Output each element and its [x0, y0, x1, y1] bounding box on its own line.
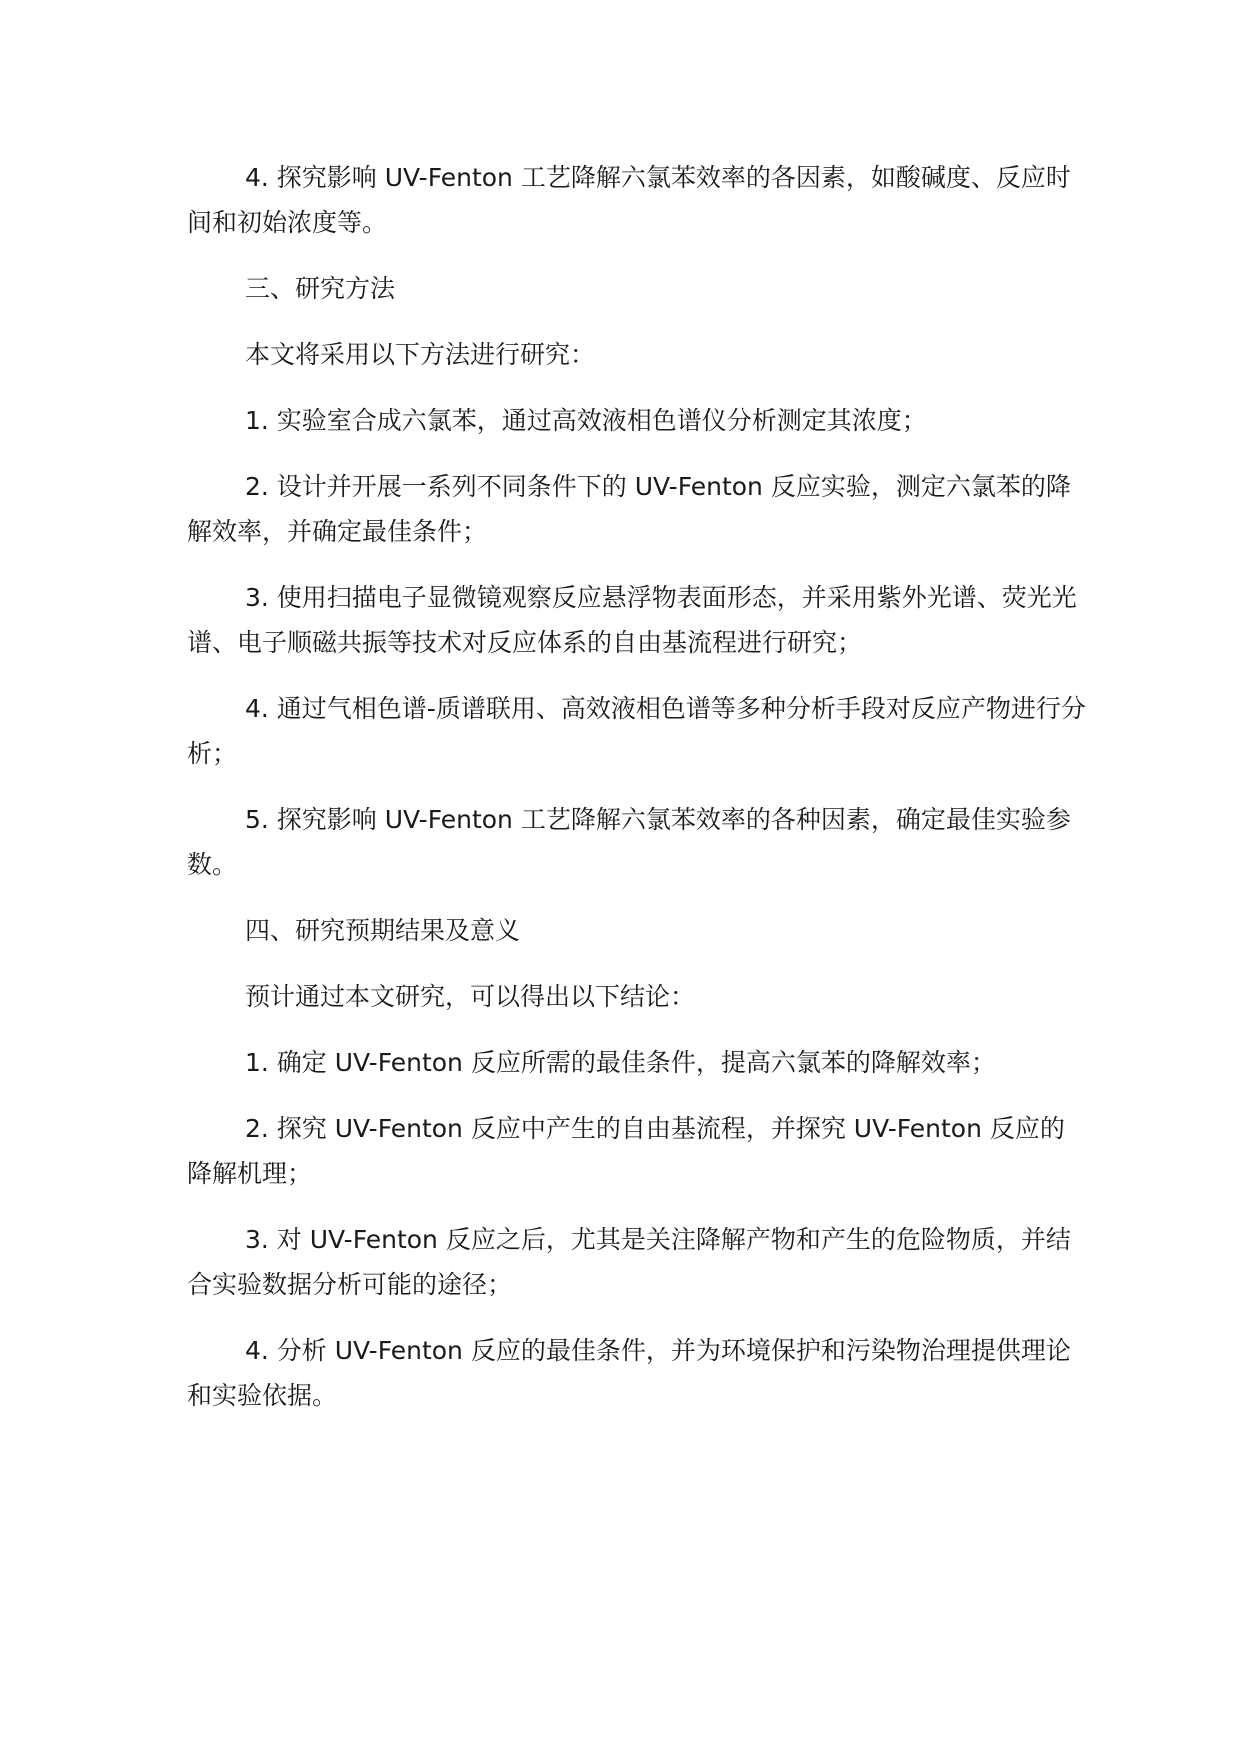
- paragraph-result-3: 3. 对 UV-Fenton 反应之后，尤其是关注降解产物和产生的危险物质，并结合实验数据分析可能的途径；: [187, 1225, 1071, 1299]
- paragraph-method-1: 1. 实验室合成六氯苯，通过高效液相色谱仪分析测定其浓度；: [245, 406, 927, 435]
- paragraph-method-3: 3. 使用扫描电子显微镜观察反应悬浮物表面形态，并采用紫外光谱、荧光光谱、电子顺磁共振等技术对反应体系的自由基流程进行研究；: [187, 583, 1077, 657]
- paragraph-objective-4: 4. 探究影响 UV-Fenton 工艺降解六氯苯效率的各因素，如酸碱度、反应时间和初始浓度等。: [187, 163, 1071, 237]
- section-heading-expected-results: 四、研究预期结果及意义: [245, 916, 521, 945]
- paragraph-result-4: 4. 分析 UV-Fenton 反应的最佳条件，并为环境保护和污染物治理提供理论和实验依据。: [187, 1336, 1071, 1410]
- paragraph-results-intro: 预计通过本文研究，可以得出以下结论：: [245, 982, 696, 1011]
- paragraph-method-4: 4. 通过气相色谱-质谱联用、高效液相色谱等多种分析手段对反应产物进行分析；: [187, 694, 1086, 768]
- paragraph-methods-intro: 本文将采用以下方法进行研究：: [245, 340, 596, 369]
- document-body: [187, 155, 1087, 1439]
- paragraph-method-5: 5. 探究影响 UV-Fenton 工艺降解六氯苯效率的各种因素，确定最佳实验参数。: [187, 805, 1071, 879]
- section-heading-methods: 三、研究方法: [245, 274, 396, 303]
- paragraph-result-2: 2. 探究 UV-Fenton 反应中产生的自由基流程，并探究 UV-Fenton 反应的降解机理；: [187, 1114, 1065, 1188]
- paragraph-method-2: 2. 设计并开展一系列不同条件下的 UV-Fenton 反应实验，测定六氯苯的降解效率，并确定最佳条件；: [187, 472, 1071, 546]
- paragraph-result-1: 1. 确定 UV-Fenton 反应所需的最佳条件，提高六氯苯的降解效率；: [245, 1048, 996, 1077]
